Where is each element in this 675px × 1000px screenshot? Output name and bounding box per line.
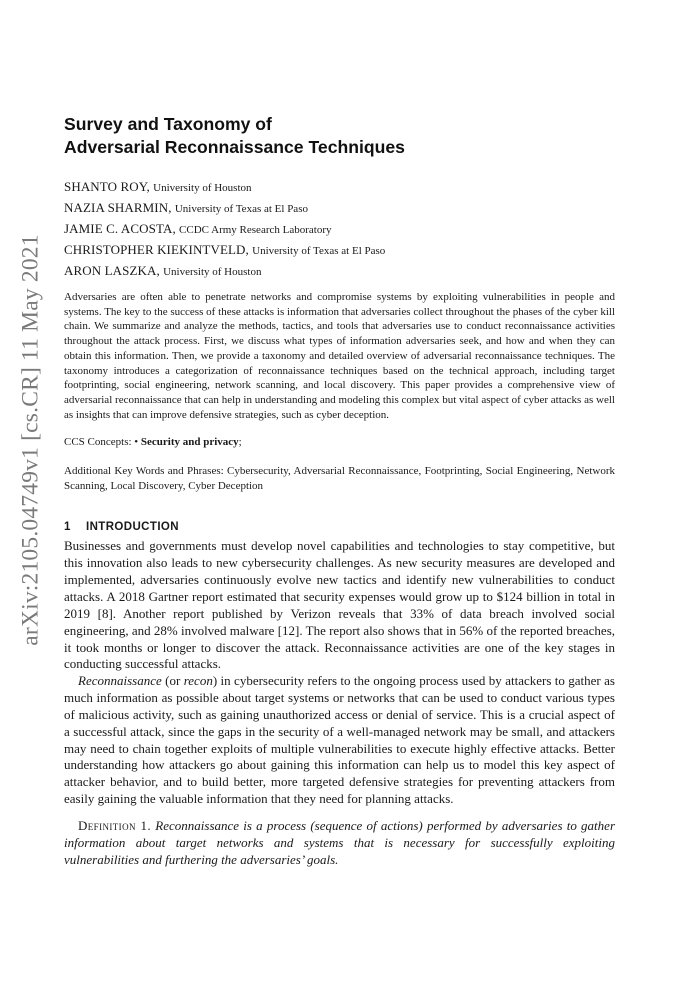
author [64,198,615,219]
author-name: SHANTO ROY, [64,179,150,194]
intro-paragraph-2: Reconnaissance (or recon) in cybersecurity refers to the ongoing process used by attackers to gather as much information as possible about target systems or networks that can be used to conduct various types of malicious activity, such as gaining unauthorized access or denial of service. This is a crucial aspect of a successful attack, since the gaps in the security of a well-managed network may be small, and attackers may need to chain together exploits of multiple vulnerabilities to execute highly effective attacks. Better understanding how attackers go about gaining this information can help us to model this key aspect of attacker behavior, and to build better, more targeted defensive strategies for preventing attackers from easily gaining the valuable information that they need for planning attacks. [64,673,615,807]
keywords: Additional Key Words and Phrases: Cybersecurity, Adversarial Reconnaissance, Footprinting, Social Engineering, Network Scanning, Local Discovery, Cyber Deception [64,465,615,492]
definition-text: Reconnaissance is a process (sequence of actions) performed by adversaries to gather information about target networks and systems that is necessary for successfully exploiting vulnerabilities and furthering the adversaries’ goals. [64,817,616,867]
section-title: INTRODUCTION [86,521,179,534]
author-affiliation: University of Texas at El Paso [252,245,386,257]
paper-page [64,113,615,868]
arxiv-identifier: arXiv:2105.04749v1 [cs.CR] 11 May 2021 [17,234,44,646]
author-name: ARON LASZKA, [64,263,160,278]
term-recon: recon [183,673,213,689]
definition-1 [64,818,615,869]
author-name: JAMIE C. ACOSTA, [64,221,176,236]
author-name: NAZIA SHARMIN, [64,200,172,215]
author-affiliation: University of Houston [153,182,252,194]
title-line-2: Adversarial Reconnaissance Techniques [64,137,405,157]
ccs-suffix: ; [238,436,242,449]
section-number: 1 [64,521,71,534]
author [64,219,615,240]
author-list [64,177,615,282]
paper-title [64,113,615,159]
definition-label: Definition 1. [78,817,152,833]
ccs-concept: Security and privacy [140,436,239,449]
author-affiliation: University of Texas at El Paso [174,203,308,215]
author-affiliation: University of Houston [163,266,262,278]
arxiv-margin-label [8,190,54,690]
author [64,240,615,261]
author [64,261,615,282]
term-reconnaissance: Reconnaissance [78,673,162,689]
ccs-prefix: CCS Concepts: • [64,436,141,449]
abstract: Adversaries are often able to penetrate networks and compromise systems by exploiting vulnerabilities in people and systems. The key to the success of these attacks is information that adversaries collect throughout the phases of the cyber kill chain. We summarize and analyze the methods, tactics, and tools that adversaries use to conduct reconnaissance activities throughout the attack process. First, we discuss what types of information adversaries seek, and how and when they can obtain this information. Then, we provide a taxonomy and detailed overview of adversarial reconnaissance techniques. The taxonomy introduces a categorization of reconnaissance techniques based on the technical approach, including target footprinting, social engineering, network scanning, and local discovery. This paper provides a comprehensive view of adversarial reconnaissance that can help in understanding and modeling this complex but vital aspect of cyber attacks as well as insights that can improve defensive strategies, such as cyber deception. [64,291,615,421]
title-line-1: Survey and Taxonomy of [64,114,272,134]
author-affiliation: CCDC Army Research Laboratory [179,224,332,236]
section-heading [64,519,615,535]
author [64,177,615,198]
intro-paragraph-1: Businesses and governments must develop novel capabilities and technologies to stay competitive, but this innovation also leads to new cybersecurity challenges. As new security measures are developed and implemented, adversaries continuously evolve new tactics and identify new vulnerabilities to conduct attacks. A 2018 Gartner report estimated that security expenses would grow up to $124 billion in total in 2019 [8]. Another report published by Verizon reveals that 33% of data breach involved social engineering, and 28% involved malware [12]. The report also shows that in 56% of the reported breaches, it took months or longer to discover the attack. Reconnaissance activities are one of the key stages in conducting successful attacks. [64,538,616,672]
author-name: CHRISTOPHER KIEKINTVELD, [64,242,249,257]
ccs-concepts [64,435,615,450]
